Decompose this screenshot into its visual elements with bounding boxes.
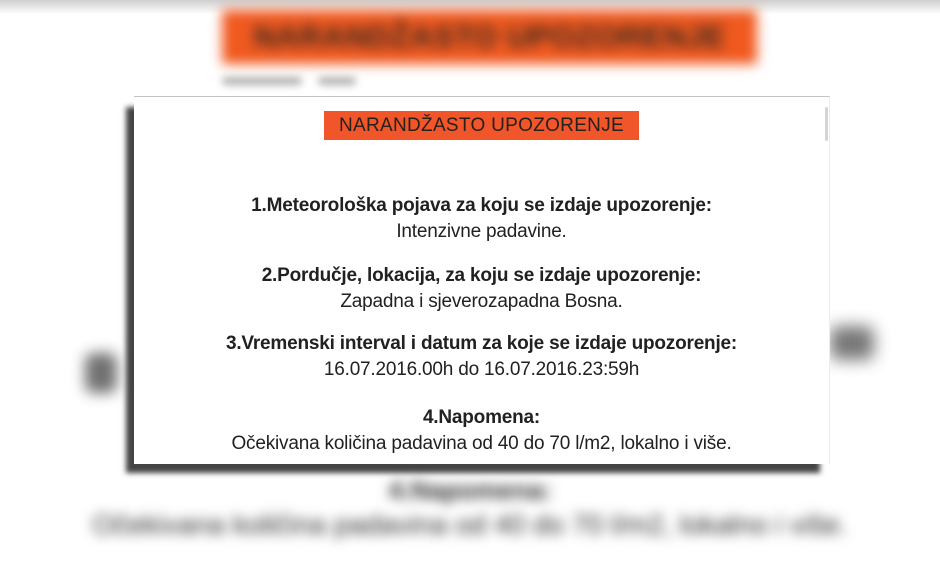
- warning-item-value: Zapadna i sjeverozapadna Bosna.: [340, 291, 623, 312]
- warning-item-note: [134, 405, 829, 457]
- blurred-warning-banner: [222, 10, 757, 64]
- warning-level-banner: NARANDŽASTO UPOZORENJE: [324, 111, 639, 140]
- warning-card: [134, 96, 830, 464]
- warning-item-value: Očekivana količina padavina od 40 do 70 l/m2, lokalno i više.: [231, 433, 732, 454]
- blurred-note-heading: 4.Napomena:: [388, 475, 552, 505]
- scrollbar-thumb[interactable]: [825, 107, 828, 141]
- warning-item-heading: 3.Vremenski interval i datum za koje se izdaje upozorenje:: [225, 333, 738, 354]
- blurred-text-fragment-right: [830, 326, 874, 360]
- warning-item-value: 16.07.2016.00h do 16.07.2016.23:59h: [323, 359, 640, 380]
- warning-item-phenomenon: [134, 193, 829, 245]
- warning-item-heading: 4.Napomena:: [422, 407, 541, 428]
- warning-item-location: [134, 263, 829, 315]
- warning-item-value: Intenzivne padavine.: [396, 221, 567, 242]
- blurred-note-line: Očekivana količina padavina od 40 do 70 l/m2, lokalno i više.: [92, 509, 848, 540]
- warning-item-heading: 1.Meteorološka pojava za koju se izdaje upozorenje:: [251, 195, 712, 216]
- warning-item-interval: [134, 331, 829, 383]
- warning-item-heading: 2.Pordučje, lokacija, za koju se izdaje upozorenje:: [261, 265, 702, 286]
- blurred-text-fragment-left: [85, 353, 117, 393]
- blurred-text-smudge: [318, 77, 356, 85]
- blurred-bottom-text: [0, 476, 940, 542]
- blurred-text-smudge: [222, 77, 302, 85]
- blurred-warning-banner-label: NARANDŽASTO UPOZORENJE: [222, 10, 757, 64]
